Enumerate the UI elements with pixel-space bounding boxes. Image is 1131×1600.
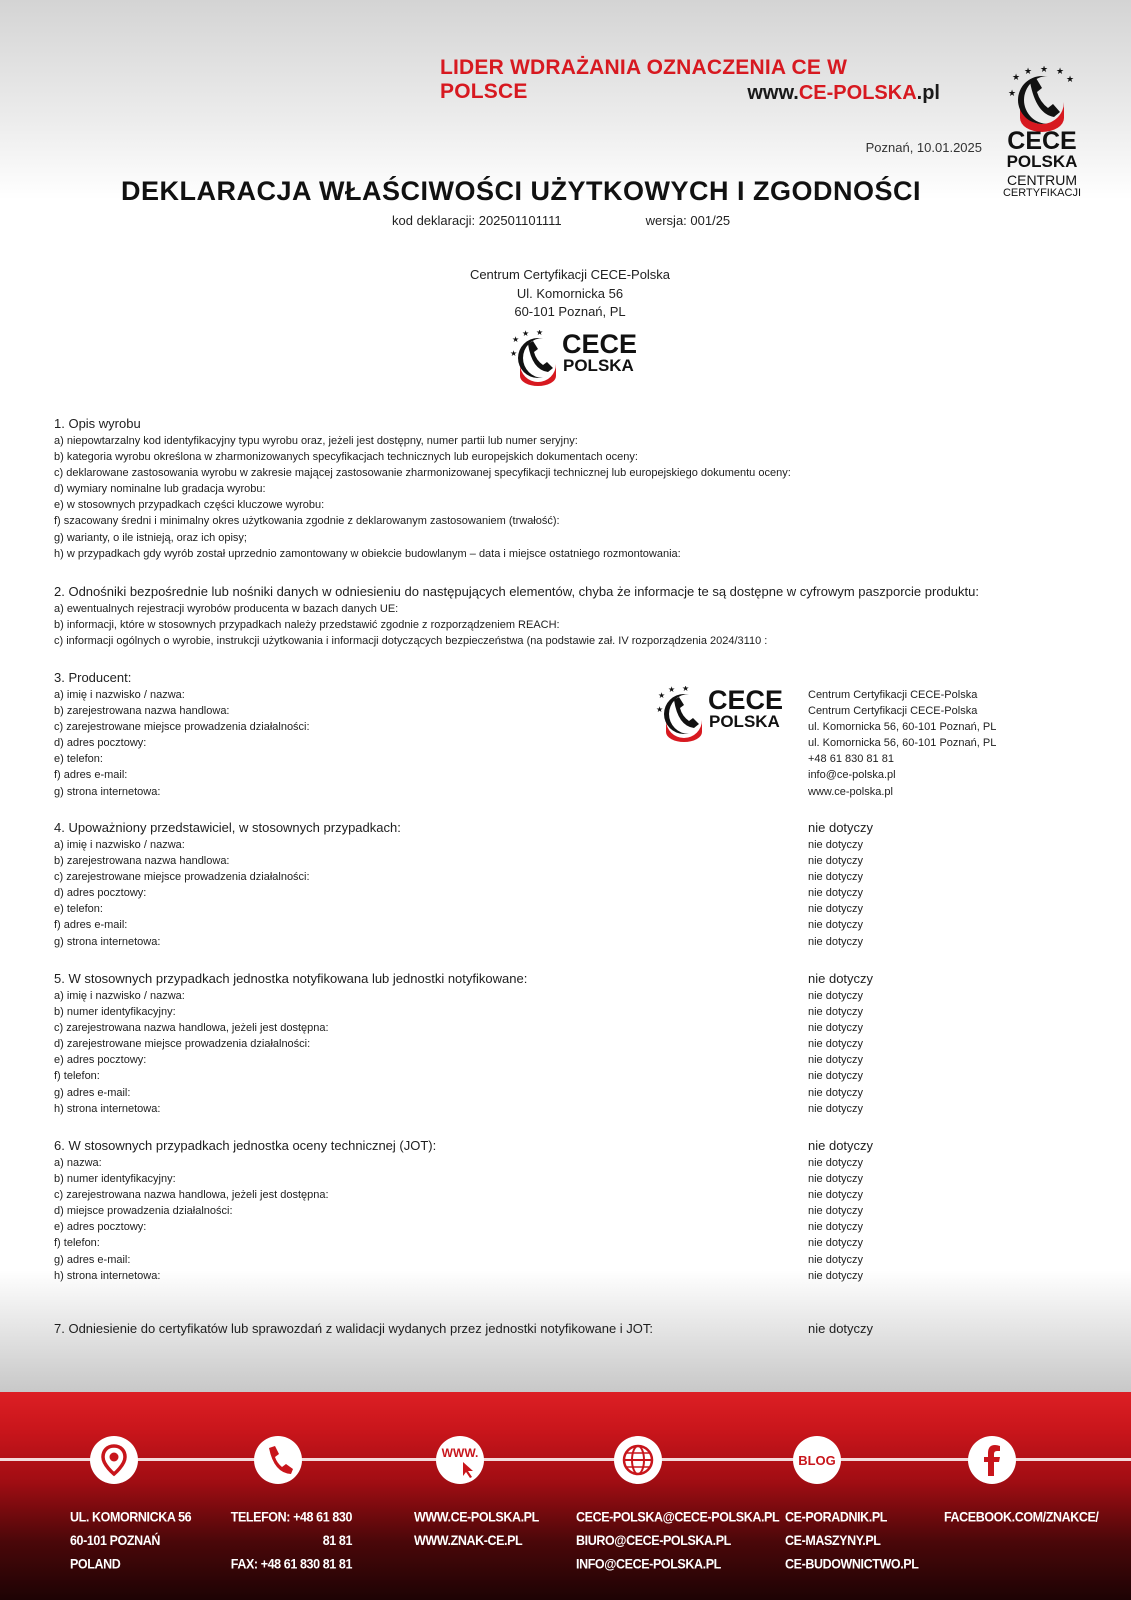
globe-icon[interactable] (614, 1436, 662, 1484)
list-item: c) zarejestrowana nazwa handlowa, jeżeli jest dostępna: (54, 1189, 329, 1202)
list-item: c) informacji ogólnych o wyrobie, instrukcji użytkowania i informacji dotyczących bezpieczeństwa (na podstawie zał. IV rozporządzenia 2024/3110 : (54, 635, 768, 648)
svg-text:★: ★ (682, 686, 690, 693)
list-item: d) miejsce prowadzenia działalności: (54, 1205, 233, 1218)
value-cell: nie dotyczy (808, 887, 864, 900)
list-item: c) zarejestrowane miejsce prowadzenia działalności: (54, 721, 310, 734)
section-heading-value: nie dotyczy (808, 971, 874, 986)
producer-values (808, 687, 996, 800)
section-heading: 1. Opis wyrobu (54, 416, 141, 431)
footer-phone-line[interactable]: TELEFON: +48 61 830 81 81 (230, 1509, 352, 1549)
list-item: d) zarejestrowane miejsce prowadzenia działalności: (54, 1038, 311, 1051)
section-4-values (808, 820, 873, 950)
list-item: b) numer identyfikacyjny: (54, 1006, 176, 1019)
list-item: c) zarejestrowane miejsce prowadzenia działalności: (54, 871, 310, 884)
website-prefix: www. (747, 82, 799, 104)
list-item: e) adres pocztowy: (54, 1221, 147, 1234)
footer-email-link[interactable]: INFO@CECE-POLSKA.PL (576, 1556, 721, 1573)
section-authorised-representative (54, 820, 401, 950)
value-cell: nie dotyczy (808, 903, 864, 916)
footer-blogs (785, 1506, 918, 1577)
footer-facebook-link[interactable]: FACEBOOK.COM/ZNAKCE/ (944, 1509, 1099, 1526)
list-item: a) imię i nazwisko / nazwa: (54, 689, 185, 701)
cece-emblem-icon (656, 686, 708, 742)
list-item: f) szacowany średni i minimalny okres użytkowania zgodnie z deklarowanym zastosowaniem (trwałość): (54, 515, 560, 528)
issuer-name: Centrum Certyfikacji CECE-Polska (469, 267, 671, 282)
cece-emblem-icon (510, 330, 562, 386)
declaration-info (392, 213, 730, 228)
footer-address (70, 1506, 191, 1577)
producer-logo (656, 686, 796, 742)
list-item: e) telefon: (54, 753, 103, 766)
section-heading: 7. Odniesienie do certyfikatów lub sprawozdań z walidacji wydanych przez jednostki notyfikowane i JOT: (54, 1321, 654, 1336)
footer-link[interactable]: CE-MASZYNY.PL (785, 1532, 881, 1549)
list-item: e) w stosownych przypadkach części kluczowe wyrobu: (54, 499, 325, 512)
svg-text:★: ★ (1066, 74, 1075, 84)
website-suffix: .pl (916, 82, 940, 104)
www-icon[interactable] (436, 1436, 484, 1484)
footer-facebook (944, 1506, 1099, 1530)
list-item: e) telefon: (54, 903, 103, 916)
phone-icon (254, 1436, 302, 1484)
list-item: c) deklarowane zastosowania wyrobu w zakresie mającej zastosowanie zharmonizowanej specyfikacji technicznej lub europejskiego dokumentu oceny: (54, 467, 791, 480)
list-item: h) strona internetowa: (54, 1102, 161, 1115)
list-item: d) adres pocztowy: (54, 737, 147, 750)
issuer-street: Ul. Komornicka 56 (516, 285, 624, 301)
value-cell: nie dotyczy (808, 1157, 864, 1169)
value-cell: nie dotyczy (808, 1038, 864, 1051)
list-item: h) w przypadkach gdy wyrób został uprzednio zamontowany w obiekcie budowlanym – data i miejsce ostatniego rozmontowania: (54, 547, 681, 560)
www-icon-label: WWW. (441, 1446, 479, 1460)
footer-link[interactable]: CE-PORADNIK.PL (785, 1509, 888, 1526)
value-cell: nie dotyczy (808, 1070, 864, 1083)
section-references (54, 584, 979, 649)
list-item: f) telefon: (54, 1070, 100, 1083)
value-cell: nie dotyczy (808, 1221, 864, 1234)
section-heading-value: nie dotyczy (808, 820, 874, 835)
location-icon (90, 1436, 138, 1484)
svg-text:★: ★ (1008, 88, 1017, 98)
logo-text-centrum: CENTRUM (1007, 172, 1077, 188)
svg-text:★: ★ (668, 686, 676, 694)
cece-emblem-icon (996, 66, 1088, 132)
producer-value: ul. Komornicka 56, 60-101 Poznań, PL (808, 737, 997, 750)
place-date: Poznań, 10.01.2025 (865, 140, 982, 155)
svg-text:★: ★ (658, 691, 666, 700)
footer-divider (0, 1458, 1131, 1461)
list-item: g) adres e-mail: (54, 1253, 131, 1266)
header-website[interactable] (520, 82, 940, 105)
declaration-version: wersja: 001/25 (645, 213, 731, 228)
producer-value: Centrum Certyfikacji CECE-Polska (808, 689, 978, 701)
list-item: a) imię i nazwisko / nazwa: (54, 839, 185, 851)
section-5-values (808, 971, 873, 1117)
footer-address-line: UL. KOMORNICKA 56 (70, 1509, 192, 1526)
value-cell: nie dotyczy (808, 1006, 864, 1019)
value-cell: nie dotyczy (808, 1253, 864, 1266)
list-item: a) imię i nazwisko / nazwa: (54, 990, 185, 1002)
value-cell: nie dotyczy (808, 1102, 864, 1115)
value-cell: nie dotyczy (808, 1022, 864, 1035)
value-cell: nie dotyczy (808, 1189, 864, 1202)
value-cell: nie dotyczy (808, 855, 864, 868)
list-item: b) informacji, które w stosownych przypadkach należy przedstawić zgodnie z rozporządzeniem REACH: (54, 619, 560, 632)
footer-link[interactable]: WWW.ZNAK-CE.PL (414, 1532, 523, 1549)
svg-text:★: ★ (522, 330, 530, 338)
logo-text-polska: POLSKA (1006, 152, 1078, 171)
section-heading-value: nie dotyczy (808, 1138, 874, 1153)
svg-text:★: ★ (510, 349, 518, 358)
logo-text-cece: CECE (562, 329, 638, 359)
logo-text-cece: CECE (708, 685, 784, 715)
list-item: h) strona internetowa: (54, 1269, 161, 1282)
value-cell: nie dotyczy (808, 1054, 864, 1067)
footer-email-link[interactable]: CECE-POLSKA@CECE-POLSKA.PL (576, 1509, 780, 1526)
svg-text:★: ★ (1040, 66, 1049, 74)
producer-email[interactable]: info@ce-polska.pl (808, 769, 896, 782)
footer-address-line: POLAND (70, 1556, 121, 1573)
svg-text:★: ★ (656, 705, 664, 714)
value-cell: nie dotyczy (808, 990, 864, 1002)
producer-value: ul. Komornicka 56, 60-101 Poznań, PL (808, 721, 997, 734)
section-certificates (54, 1321, 653, 1338)
issuer-address (360, 266, 780, 322)
cece-logo-corner (996, 66, 1088, 206)
section-heading: 6. W stosownych przypadkach jednostka oceny technicznej (JOT): (54, 1138, 437, 1153)
value-cell: nie dotyczy (808, 935, 864, 948)
footer-address-line: 60-101 POZNAŃ (70, 1532, 160, 1549)
list-item: d) adres pocztowy: (54, 887, 147, 900)
section-heading: 2. Odnośniki bezpośrednie lub nośniki danych w odniesieniu do następujących elementów, chyba że informacje te są dostępne w cyfrowym paszporcie produktu: (54, 584, 979, 599)
footer (0, 1392, 1131, 1600)
list-item: b) zarejestrowana nazwa handlowa: (54, 855, 230, 868)
section-technical-assessment-body (54, 1138, 436, 1284)
section-notified-body (54, 971, 527, 1117)
footer-email-link[interactable]: BIURO@CECE-POLSKA.PL (576, 1532, 731, 1549)
list-item: b) zarejestrowana nazwa handlowa: (54, 705, 230, 718)
section-heading: 4. Upoważniony przedstawiciel, w stosownych przypadkach: (54, 820, 401, 835)
declaration-code: kod deklaracji: 202501101111 (392, 213, 562, 228)
section-6-values (808, 1138, 873, 1284)
list-item: g) adres e-mail: (54, 1086, 131, 1099)
value-cell: nie dotyczy (808, 1269, 864, 1282)
section-heading-value: nie dotyczy (808, 1321, 874, 1336)
blog-icon-label: BLOG (798, 1453, 836, 1468)
list-item: c) zarejestrowana nazwa handlowa, jeżeli jest dostępna: (54, 1022, 329, 1035)
section-heading: 5. W stosownych przypadkach jednostka notyfikowana lub jednostki notyfikowane: (54, 971, 528, 986)
list-item: a) ewentualnych rejestracji wyrobów producenta w bazach danych UE: (54, 603, 399, 615)
document-title: DEKLARACJA WŁAŚCIWOŚCI UŻYTKOWYCH I ZGODNOŚCI (121, 176, 921, 206)
value-cell: nie dotyczy (808, 871, 864, 884)
section-product-description (54, 416, 791, 562)
list-item: e) adres pocztowy: (54, 1054, 147, 1067)
producer-website[interactable]: www.ce-polska.pl (808, 785, 893, 798)
blog-icon[interactable] (793, 1436, 841, 1484)
svg-text:★: ★ (512, 335, 520, 344)
list-item: a) niepowtarzalny kod identyfikacyjny typu wyrobu oraz, jeżeli jest dostępny, numer partii lub numer seryjny: (54, 435, 578, 447)
footer-emails (576, 1506, 779, 1577)
value-cell: nie dotyczy (808, 919, 864, 932)
logo-text-polska: POLSKA (709, 712, 780, 731)
value-cell: nie dotyczy (808, 1205, 864, 1218)
logo-text-certyfikacji: CERTYFIKACJI (1002, 187, 1082, 199)
section-heading: 3. Producent: (54, 670, 132, 685)
value-cell: nie dotyczy (808, 1173, 864, 1186)
svg-text:★: ★ (1056, 66, 1065, 76)
section-producer (54, 670, 310, 800)
list-item: b) kategoria wyrobu określona w zharmonizowanych specyfikacjach technicznych lub europejskich dokumentach oceny: (54, 451, 638, 464)
issuer-city: 60-101 Poznań, PL (514, 304, 626, 319)
list-item: d) wymiary nominalne lub gradacja wyrobu: (54, 483, 266, 496)
producer-value: Centrum Certyfikacji CECE-Polska (808, 705, 978, 718)
footer-fax-line: FAX: +48 61 830 81 81 (230, 1556, 352, 1573)
svg-text:★: ★ (1012, 72, 1021, 82)
footer-link[interactable]: CE-BUDOWNICTWO.PL (785, 1556, 919, 1573)
facebook-icon[interactable] (968, 1436, 1016, 1484)
footer-phone (228, 1506, 352, 1577)
value-cell: nie dotyczy (808, 1086, 864, 1099)
list-item: g) strona internetowa: (54, 935, 161, 948)
website-brand: CE-POLSKA (798, 82, 917, 104)
footer-websites (414, 1506, 539, 1553)
svg-text:★: ★ (1024, 66, 1033, 76)
list-item: f) telefon: (54, 1237, 100, 1250)
producer-phone: +48 61 830 81 81 (808, 753, 894, 766)
list-item: g) warianty, o ile istnieją, oraz ich opisy; (54, 531, 247, 544)
list-item: g) strona internetowa: (54, 785, 161, 798)
value-cell: nie dotyczy (808, 1237, 864, 1250)
header-slogan: LIDER WDRAŻANIA OZNACZENIA CE W POLSCE (440, 56, 848, 103)
list-item: b) numer identyfikacyjny: (54, 1173, 176, 1186)
list-item: f) adres e-mail: (54, 769, 128, 782)
cece-logo-center (510, 330, 650, 386)
footer-link[interactable]: WWW.CE-POLSKA.PL (414, 1509, 539, 1526)
logo-text-cece: CECE (1007, 127, 1077, 155)
svg-text:★: ★ (536, 330, 544, 337)
logo-text-polska: POLSKA (563, 356, 634, 375)
section-7-values (808, 1321, 873, 1338)
list-item: a) nazwa: (54, 1157, 102, 1169)
list-item: f) adres e-mail: (54, 919, 128, 932)
value-cell: nie dotyczy (808, 839, 864, 851)
